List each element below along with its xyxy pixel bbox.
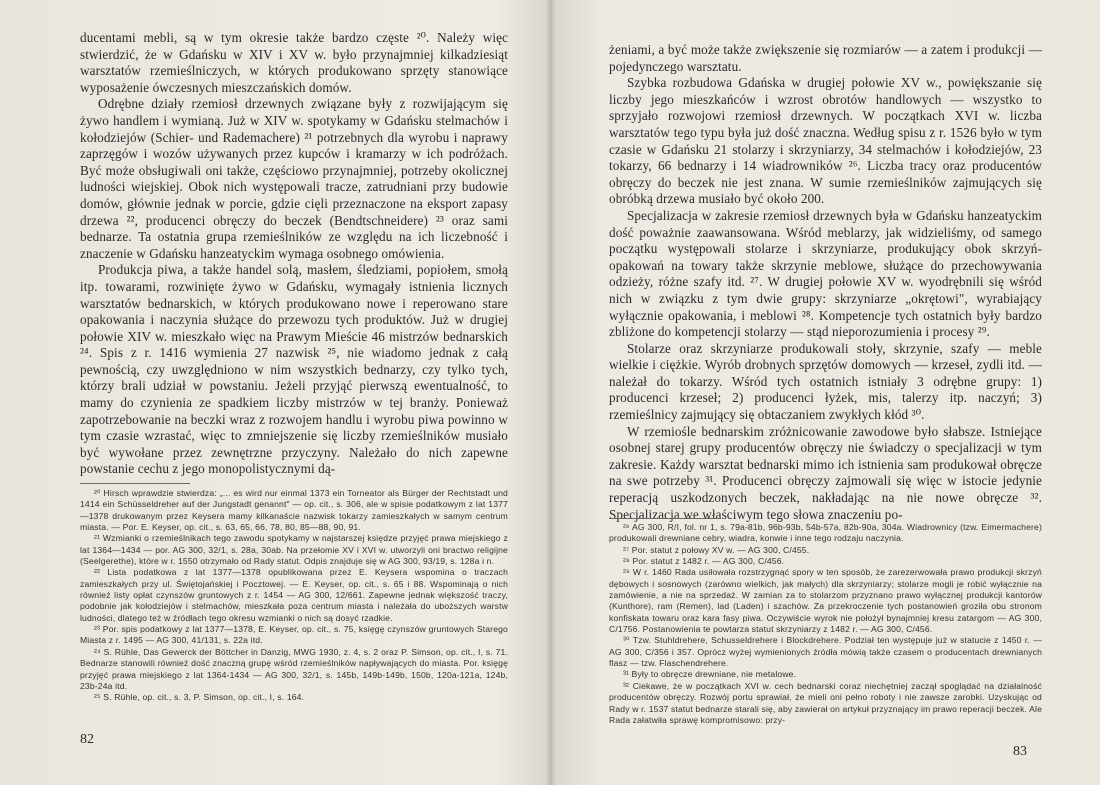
footnote-26: ²⁶ AG 300, R/I, fol. nr 1, s. 79a-81b, 96b-93b, 54b-57a, 82b-90a, 304a. Wiadrownicy (tzw. Eimermachere) produkowali drewniane cebry, wiadra, konwie i inne tego rodzaju naczynia.	[609, 522, 1042, 544]
footnote-24: ²⁴ S. Rühle, Das Gewerck der Böttcher in Danzig, MWG 1930, z. 4, s. 2 oraz P. Simson, op. cit., I, s. 71. Bednarze stanowili również dość znaczną grupę wśród rzemieślników napływających do miasta. Por. księgę przyjęć prawa miejskiego z lat 1364-1434 — AG 300, 32/1, s. 145b, 149b-149b, 150b, 120a-121a, 124b, 23b-24a itd.	[80, 646, 508, 691]
footnote-30: ³⁰ Tzw. Stuhldrehere, Schusseldrehere i Blockdrehere. Podział ten występuje już w statucie z 1450 r. — AG 300, C/356 i 357. Oprócz wyżej wymienionych źródła mówią także czasem o producentach drewnianych flasz — tzw. Flaschendrehere.	[609, 635, 1042, 669]
footnote-22: ²² Lista podatkowa z lat 1377—1378 opublikowana przez E. Keysera wspomina o traczach zamieszkałych przy ul. Świętojańskiej i Pocztowej. — E. Keyser, op. cit., s. 65 i 88. Wspominają o nich również listy opłat czynszów gruntowych z r. 1454 — AG 300, 12/661. Zapewne jednak większość traczy, podobnie jak kołodziejów i stelmachów, mieszkała poza centrum miasta i należała do uboższych warstw ludności, dlatego też w źródłach tego okresu wzmianki o nich są dosyć rzadkie.	[80, 567, 508, 623]
footnote-21: ²¹ Wzmianki o rzemieślnikach tego zawodu spotykamy w najstarszej księdze przyjęć prawa miejskiego z lat 1364—1434 — por. AG 300, 32/1, s. 28a, 30ab. Na przełomie XV i XVI w. utworzyli oni bractwo religijne (Seelgerethe), które w r. 1550 otrzymało od Rady statut. Odpis znajduje się w AG 300, 93/19, s. 128a i n.	[80, 533, 508, 567]
left-page	[0, 0, 548, 785]
left-page-number: 82	[80, 732, 94, 747]
footnote-23: ²³ Por. spis podatkowy z lat 1377—1378, E. Keyser, op. cit., s. 75, księgę czynszów gruntowych Starego Miasta z r. 1495 — AG 300, 41/131, s. 22a itd.	[80, 624, 508, 646]
right-paragraph-4: Stolarze oraz skrzyniarze produkowali stoły, skrzynie, szafy — meble wielkie i ciężkie. Wyrób drobnych sprzętów domowych — krzeseł, zydli itd. — należał do tokarzy. Wśród tych ostatnich istniały 3 odrębne grupy: 1) producenci krzeseł; 2) producenci łyżek, mis, talerzy itp. naczyń; 3) rzemieślnicy zajmujący się obtaczaniem zwykłych kłód ³⁰.	[609, 340, 1042, 423]
right-paragraph-1: żeniami, a być może także zwiększenie się rozmiarów — a zatem i produkcji — pojedynczego warsztatu.	[609, 42, 1042, 74]
footnote-29: ²⁹ W r. 1460 Rada usiłowała rozstrzygnąć spory w ten sposób, że zarezerwowała prawo produkcji skrzyń dębowych i sosnowych (zarówno wielkich, jak małych) dla skrzyniarzy; stolarze mogli je robić wyłącznie na zamówienie, a nie na sprzedaż. W zamian za to stolarzom przyznano prawo wyłącznej produkcji kantorów (Kunthore), ram (Remen), lad (Laden) i szachów. Za przekroczenie tych postanowień groziła obu stronom konfiskata towaru oraz kara fasy piwa. Oczywiście wyrok nie położył bynajmniej kresu zatargom — AG 300, C/1756. Postanowienia te powtarza statut skrzyniarzy z 1482 r. — AG 300, C/456.	[609, 567, 1042, 635]
left-footnotes	[80, 488, 508, 704]
left-paragraph-1: ducentami mebli, są w tym okresie także bardzo częste ²⁰. Należy więc stwierdzić, że w Gdańsku w XIV i XV w. było przynajmniej kilkadziesiąt warsztatów rzemieślniczych, w których produkowano sprzęty stanowiące wyposażenie ówczesnych mieszczańskich domów.	[80, 30, 508, 95]
left-paragraph-3: Produkcja piwa, a także handel solą, masłem, śledziami, popiołem, smołą itp. towarami, rozwinięte żywo w Gdańsku, wymagały istnienia licznych warsztatów bednarskich, w których produkowano nowe i reperowano stare opakowania i naczynia służące do przewozu tych produktów. Już w drugiej połowie XIV w. mieszkało więc na Prawym Mieście 46 mistrzów bednarskich ²⁴. Spis z r. 1416 wymienia 27 nazwisk ²⁵, nie wiadomo jednak z całą pewnością, czy uwzględniono w nim wszystkich bednarzy, czy tylko tych, którzy brali udział w powstaniu. Jeżeli przyjąć pierwszą ewentualność, to mamy do czynienia ze spadkiem liczby mistrzów w tej branży. Ponieważ zapotrzebowanie na beczki wraz z rozwojem handlu i wyrobu piwa powinno w tym czasie wzrastać, więc to zmniejszenie się liczby rzemieślników musiało być wywołane przez zewnętrzne przyczyny. Należało do nich zapewne powstanie cechu z jego monopolistycznymi dą-	[80, 262, 508, 477]
right-footnote-rule	[609, 518, 719, 519]
footnote-31: ³¹ Były to obręcze drewniane, nie metalowe.	[623, 669, 797, 680]
left-footnote-rule	[80, 483, 190, 484]
right-paragraph-2: Szybka rozbudowa Gdańska w drugiej połowie XV w., powiększanie się liczby jego mieszkańców i wzrost obrotów handlowych — wszystko to sprzyjało rozwojowi rzemiosł drzewnych. W początkach XVI w. liczba warsztatów tego typu była już dość znaczna. Według spisu z r. 1526 było w tym czasie w Gdańsku 21 stolarzy i skrzyniarzy, 34 stelmachów i kołodziejów, 23 tokarzy, 66 bednarzy i 14 wiadrowników ²⁶. Liczba tracy oraz producentów obręczy do beczek nie jest znana. W sumie rzemieślników zajmujących się obróbką drzewa musiało być około 200.	[609, 75, 1042, 207]
left-body-text	[80, 30, 508, 478]
right-page-number: 83	[1013, 744, 1027, 759]
footnote-20: ²⁰ Hirsch wprawdzie stwierdza: „... es wird nur einmal 1373 ein Torneator als Bürger der Rechtstadt und 1414 ein Schüsseldreher auf der Jungstadt genannt" — op. cit., s. 306, ale w spisie podatkowym z lat 1377—1378 drukowanym przez Keysera mamy kilkanaście nazwisk tokarzy zamieszkałych w samym centrum miasta. — Por. E. Keyser, op. cit., s. 63, 65, 66, 78, 80, 85—88, 90, 91.	[80, 488, 508, 533]
right-footnotes	[609, 522, 1042, 726]
footnote-27: ²⁷ Por. statut z połowy XV w. — AG 300, C/455.	[623, 544, 810, 555]
footnote-25: ²⁵ S. Rühle, op. cit., s. 3, P. Simson, op. cit., I, s. 164.	[94, 692, 305, 703]
footnote-28: ²⁸ Por. statut z 1482 r. — AG 300, C/456.	[623, 556, 785, 567]
right-paragraph-3: Specjalizacja w zakresie rzemiosł drzewnych była w Gdańsku hanzeatyckim dość poważnie zaawansowana. Wśród meblarzy, jak widzieliśmy, od samego początku występowali stolarze i skrzyniarze, produkujący obok skrzyń-opakowań na towary także skrzynie meblowe, służące do przechowywania odzieży, różne szafy itd. ²⁷. W drugiej połowie XV w. wyodrębnili się wśród nich w związku z tym dwie grupy: skrzyniarze „okrętowi", wyrabiający wyłącznie opakowania, i meblowi ²⁸. Kompetencje tych ostatnich były bardzo zbliżone do kompetencji stolarzy — stąd nieporozumienia i procesy ²⁹.	[609, 207, 1042, 340]
right-page	[552, 0, 1100, 785]
left-paragraph-2: Odrębne działy rzemiosł drzewnych związane były z rozwijającym się żywo handlem i wymianą. Już w XIV w. spotykamy w Gdańsku stelmachów i kołodziejów (Schier- und Rademachere) ²¹ potrzebnych dla wyrobu i naprawy zaprzęgów i wozów używanych przez kupców i kramarzy w ich podróżach. Być może obsługiwali oni także, częściowo przynajmniej, potrzeby okolicznej ludności wiejskiej. Obok nich występowali tracze, zatrudniani przy budowie domów, głównie jednak w porcie, gdzie cięli przeznaczone na eksport zapasy drzewa ²², producenci obręczy do beczek (Bendtschneidere) ²³ oraz sami bednarze. Ta ostatnia grupa rzemieślników ze względu na ich liczebność i znaczenie w Gdańsku hanzeatyckim wymaga osobnego omówienia.	[80, 96, 508, 261]
right-paragraph-5: W rzemiośle bednarskim zróżnicowanie zawodowe było słabsze. Istniejące osobnej starej grupy producentów obręczy nie świadczy o specjalizacji w tym zakresie. Każdy warsztat bednarski mimo ich istnienia sam produkował obręcze na swe potrzeby ³¹. Producenci obręczy zajmowali się więc w istocie jedynie reperacją uszkodzonych beczek, nakładając na nie nowe obręcze ³². Specjalizacja we właściwym tego słowa znaczeniu po-	[609, 423, 1042, 522]
footnote-32: ³² Ciekawe, że w początkach XVI w. cech bednarski coraz niechętniej zaczął spoglądać na działalność producentów obręczy. Rozwój portu sprawiał, że mieli oni pełno roboty i nie zawsze zarobki. Uzyskując od Rady w r. 1537 statut bednarze starali się, aby zawierał on artykuł przyznający im prawo reperacji beczek. Ale Rada załatwiła sprawę kompromisowo: przy-	[609, 680, 1043, 725]
right-body-text	[609, 42, 1042, 523]
